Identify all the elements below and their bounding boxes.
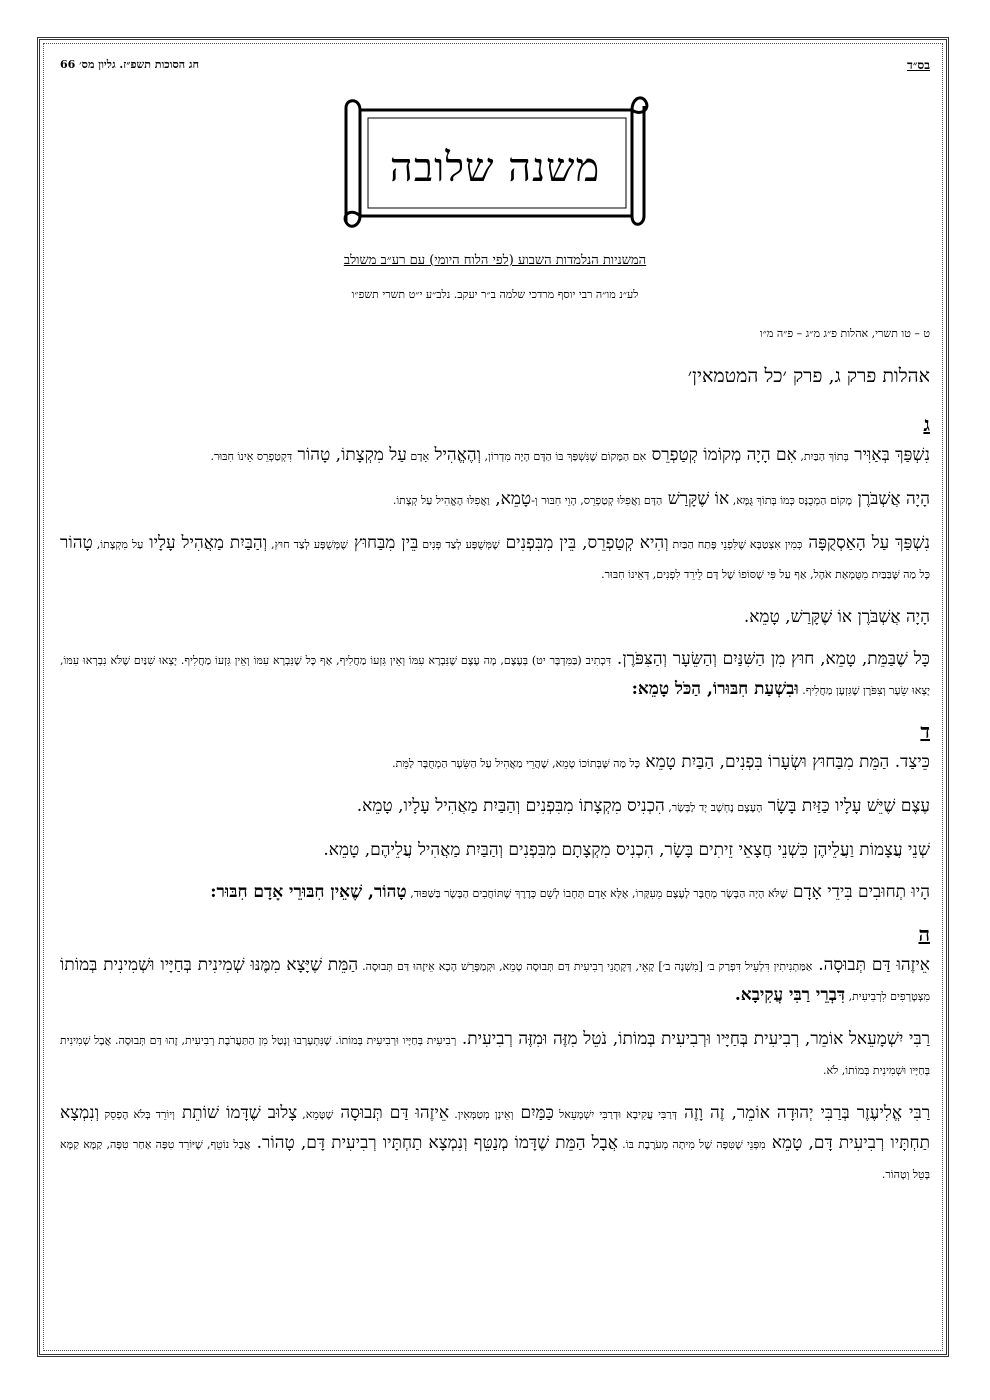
- commentary-text: שֶׁטָּמֵא,: [297, 1108, 334, 1121]
- mishna-text: רַבִּי יִשְׁמָעֵאל אוֹמֵר, רְבִיעִית בְּחַיָּיו וּרְבִיעִית בְּמוֹתוֹ, נֹטֵל מִזֶּה וּמִזֶּה רְבִיעִית.: [456, 1029, 930, 1049]
- mishna-text: כַּמַּיִם: [513, 1103, 554, 1123]
- page: [60, 52, 930, 1352]
- commentary-text: בְּתוֹךְ הַבַּיִת,: [796, 450, 849, 463]
- mishna-paragraph: [60, 441, 930, 471]
- mishna-text: צָלוּב שֶׁדָּמוֹ שׁוֹתֵת: [174, 1103, 298, 1123]
- mishna-text: אֵיזֶהוּ דַּם תְּבוּסָה.: [812, 955, 931, 975]
- mishna-text: הָיוּ תְחוּבִים בִּידֵי אָדָם: [787, 882, 930, 902]
- header-bsd: בס״ד: [907, 58, 930, 72]
- mishna-text: וּבִשְׁעַת חִבּוּרוֹ, הַכֹּל טָמֵא:: [631, 679, 799, 699]
- commentary-text: כְּמִין אִצְטַבָּא שֶׁלִּפְנֵי פֶּתַח הַבַּיִת: [668, 538, 803, 551]
- mishna-text: עַל מִקְצָתוֹ, טָהוֹר: [292, 445, 407, 465]
- mishna-paragraph: [60, 529, 930, 589]
- commentary-text: שֶׁמְּשֻׁפָּע לְצַד פְּנִים: [418, 538, 500, 551]
- mishna-text: וְהִיא קְטַפְרֵס, בֵּין מִבִּפְנִים: [499, 533, 669, 553]
- mishna-paragraph: [60, 878, 930, 908]
- mishna-paragraph: [60, 485, 930, 515]
- commentary-text: אַמַּתְנִיתִין דִּלְעֵיל דִּפְרַק ב׳ [מִשְׁנָה ב׳] קָאֵי, דְּקָתָנֵי רְבִיעִית דַּם תְּבוּסָה טָמֵא, וּקְמַפָּרֵשׁ הָכָא אֵיזֶהוּ דַּם תְּבוּסָה.: [358, 960, 813, 973]
- mishna-text: טָהוֹר, שֶׁאֵין חִבּוּרֵי אָדָם חִבּוּר:: [210, 882, 407, 902]
- mishna-text: טָהוֹר: [60, 533, 93, 553]
- mishna-paragraph: [60, 603, 930, 631]
- mishna-text: דִּבְרֵי רַבִּי עֲקִיבָא.: [734, 985, 846, 1005]
- mishna-text: וְהֶאֱהִיל: [429, 445, 482, 465]
- commentary-text: וְאֵינָן מְטַמְּאִין.: [449, 1108, 514, 1121]
- commentary-text: עַל מִקְצָתוֹ,: [92, 538, 144, 551]
- mishna-text: וְהַבַּיִת מַאֲהִיל עָלָיו: [143, 533, 268, 553]
- title-scroll: [340, 92, 650, 232]
- commentary-text: מִפְּנֵי שֶׁטִּפָּה שֶׁל מִיתָה מְעֹרֶבֶת בּוֹ.: [617, 1138, 766, 1151]
- subtitle: המשניות הנלמדות השבוע (לפי הלוח היומי) עם רע״ב משולב: [343, 253, 647, 268]
- commentary-text: שֶׁמְּשֻׁפָּע לְצַד חוּץ,: [267, 538, 348, 551]
- commentary-text: דְּרַבִּי עֲקִיבָא וּדְרַבִּי יִשְׁמָעֵאל: [553, 1108, 678, 1121]
- mishna-text: הָיָה אֲשְׁבֹּרֶן אוֹ שֶׁקָּרַשׁ, טָמֵא.: [743, 607, 930, 627]
- commentary-text: מָקוֹם הַמְכֻנָּס כְּמוֹ בְּתוֹךְ גֻּמָּא,: [729, 494, 853, 507]
- page-title: משנה שלובה: [389, 145, 601, 191]
- mishna-text: אֲבָל הַמֵּת שֶׁדָּמוֹ מְנַטֵּף וְנִמְצָא תַחְתָּיו רְבִיעִית דָּם, טָהוֹר.: [250, 1133, 618, 1153]
- mishna-text: בֵּין מִבַּחוּץ: [347, 533, 419, 553]
- mishna-text: עֶצֶם שֶׁיֵּשׁ עָלָיו כַּזַּיִת בָּשָׂר: [762, 796, 930, 816]
- mishna-text: נִשְׁפַּךְ בְּאַוִּיר: [848, 445, 930, 465]
- mishna-paragraph: [60, 951, 930, 1011]
- mishna-paragraph: [60, 645, 930, 705]
- commentary-text: הָעֶצֶם נֶחְשָׁב יָד לַבָּשָׂר,: [664, 801, 763, 814]
- mishna-number: ה: [918, 922, 930, 946]
- mishna-text: הִכְנִיס מִקְצָתוֹ מִבִּפְנִים וְהַבַּיִת מַאֲהִיל עָלָיו, טָמֵא.: [356, 796, 665, 816]
- commentary-text: כָּל מַה שֶּׁבַּבַּיִת מִטֻּמְאַת אֹהֶל, אַף עַל פִּי שֶׁסּוֹפוֹ שֶׁל דָּם לֵירֵד לִפְנִים, דְּאֵינוֹ חִבּוּר.: [601, 568, 930, 581]
- mishna-number: ג: [923, 412, 930, 436]
- chapter-heading: אהלות פרק ג, פרק ׳כל המטמאין׳: [687, 365, 930, 387]
- mishna-text: שְׁנֵי עֲצָמוֹת וַעֲלֵיהֶן כִּשְׁנֵי חֲצָאֵי זֵיתִים בָּשָׂר, הִכְנִיס מִקְצָתָם מִבִּפְנִים וְהַבַּיִת מַאֲהִיל עֲלֵיהֶם, טָמֵא.: [323, 840, 930, 860]
- commentary-text: כָּל מַה שֶּׁבְּתוֹכוֹ טָמֵא, שֶׁהֲרֵי מַאֲהִיל עַל הַשֵּׂעָר הַמְחֻבָּר לַמֵּת.: [392, 757, 640, 770]
- commentary-text: מִצְטָרְפִים לִרְבִיעִית,: [845, 990, 930, 1003]
- mishna-number: ד: [920, 719, 930, 743]
- mishna-paragraph: [60, 1025, 930, 1085]
- mishna-text: אֵיזֶהוּ דַּם תְּבוּסָה: [333, 1103, 450, 1123]
- mishna-text: נִשְׁפַּךְ עַל הָאַסְקֻפָּה: [802, 533, 930, 553]
- dates-range: ט – טו תשרי, אהלות פ״ג מ״ג – פ״ה מ״ו: [759, 327, 930, 340]
- commentary-text: אִם הַמָּקוֹם שֶׁנִּשְׁפַּךְ בּוֹ הַדָּם הָיָה מִדְרוֹן,: [481, 450, 647, 463]
- mishna-text: כָּל שֶׁבַּמֵּת, טָמֵא, חוּץ מִן הַשִּׁנַּיִם וְהַשֵּׂעָר וְהַצִּפֹּרֶן.: [611, 649, 930, 669]
- mishna-text: כֵּיצַד. הַמֵּת מִבַּחוּץ וּשְׂעָרוֹ בִּפְנִים, הַבַּיִת טָמֵא: [640, 752, 930, 772]
- mishna-text: הַמֵּת שֶׁיָּצָא מִמֶּנּוּ שְׁמִינִית בְּחַיָּיו וּשְׁמִינִית בְּמוֹתוֹ: [60, 955, 359, 975]
- mishna-text: אִם הָיָה מְקוֹמוֹ קְטַפְרֵס: [646, 445, 797, 465]
- commentary-text: אָדָם: [406, 450, 430, 463]
- commentary-text: וַאֲפִלּוּ הֶאֱהִיל עַל קְצָתוֹ.: [392, 494, 490, 507]
- mishna-text: וְנִמְצָא תַחְתָּיו רְבִיעִית דָּם, טָמֵא: [60, 1103, 930, 1153]
- mishna-content: [60, 412, 930, 1203]
- commentary-text: דִּקְטַפְרֵס אֵינוֹ חִבּוּר.: [210, 450, 293, 463]
- commentary-text: וְיוֹרֵד בְּלֹא הֶפְסֵק: [99, 1108, 175, 1121]
- mishna-paragraph: [60, 1099, 930, 1189]
- mishna-text: טָמֵא,: [489, 489, 532, 509]
- mishna-paragraph: [60, 748, 930, 778]
- mishna-text: אוֹ שֶׁקָּרַשׁ: [662, 489, 730, 509]
- mishna-text: הָיָה אֲשְׁבֹּרֶן: [852, 489, 930, 509]
- commentary-text: רְבִיעִית בְּחַיָּיו וּרְבִיעִית בְּמוֹתוֹ. שֶׁנִּתְעָרְבוּ וְנָטַל מִן הַתַּעֲרֹבֶת רְבִיעִית, זֶהוּ דַּם תְּבוּסָה. אֲבָל שְׁמִינִית בְּחַיָּיו וּשְׁמִינִית בְּמוֹתוֹ, לֹא.: [60, 1034, 930, 1077]
- commentary-text: אֲבָל נוֹטֵף, שֶׁיּוֹרֵד טִפָּה אַחַר טִפָּה, קַמָּא קַמָּא בָּטֵל וְטָהוֹר.: [60, 1138, 930, 1181]
- mishna-text: רַבִּי אֱלִיעֶזֶר בְּרַבִּי יְהוּדָה אוֹמֵר, זֶה וָזֶה: [677, 1103, 931, 1123]
- mishna-paragraph: [60, 792, 930, 822]
- commentary-text: שֶׁלֹּא הָיָה הַבָּשָׂר מְחֻבָּר לָעֶצֶם מֵעִקָּרוֹ, אֶלָּא אָדָם תְּחָבוֹ לְשֵׁם כְּדֶרֶךְ שֶׁתּוֹחֲבִים הַבָּשָׂר בַּשַּׁפּוּד,: [406, 887, 788, 900]
- commentary-text: דִּכְתִיב (בַּמִּדְבָּר יט) בְּעֶצֶם, מָה עֶצֶם שֶׁנִּבְרָא עִמּוֹ וְאֵין גִּזְעוֹ מַחֲלִיף, אַף כָּל שֶׁנִּבְרָא עִמּוֹ וְאֵין גִּזְעוֹ מַחֲלִיף. יָצְאוּ שִׁנַּיִם שֶׁלֹּא נִבְרְאוּ עִמּוֹ, יָצְאוּ שֵׂעָר וְצִפֹּרֶן שֶׁגִּזְעָן מַחֲלִיף.: [60, 654, 930, 697]
- mishna-paragraph: [60, 836, 930, 864]
- dedication: לע״נ מו״ה רבי יוסף מרדכי שלמה ב״ר יעקב. נלב״ע י״ט תשרי תשפ״ו: [351, 288, 639, 301]
- commentary-text: הַדָּם וַאֲפִלּוּ קְטַפְרֵס, הָוֵי חִבּוּר וְ-: [531, 494, 663, 507]
- header-issue: חג הסוכות תשפ״ז. גליון מס׳ 66: [60, 58, 200, 71]
